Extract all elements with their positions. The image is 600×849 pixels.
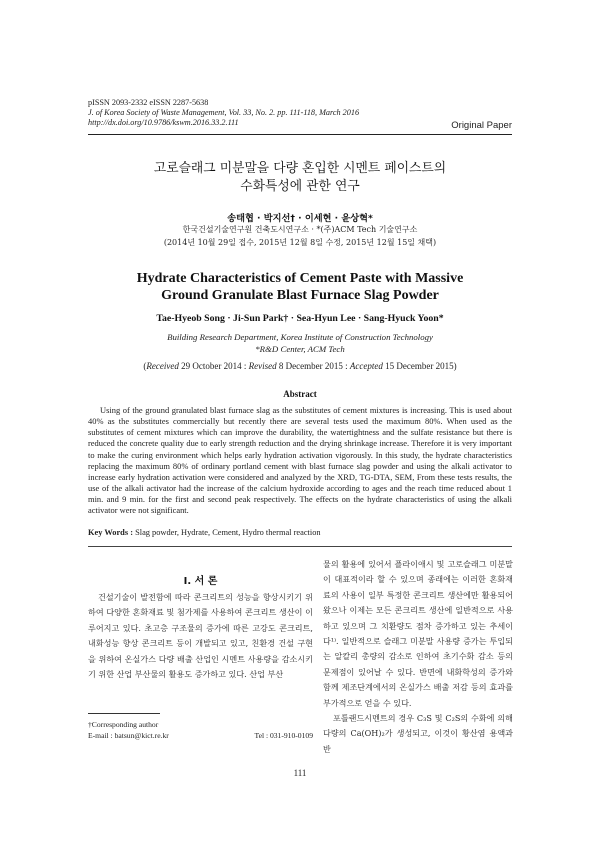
english-authors: Tae-Hyeob Song · Ji-Sun Park† · Sea-Hyun Lee · Sang-Hyuck Yoon* — [156, 313, 444, 324]
accepted-date: 15 December 2015) — [382, 361, 457, 371]
right-paragraph-2: 포틀랜드시멘트의 경우 C₃S 및 C₂S의 수화에 의해 다량의 Ca(OH)₂가 생성되고, 이것이 황산염 용액과 반 — [323, 713, 513, 754]
right-paragraph-1: 물의 활용에 있어서 플라이애시 및 고로슬래그 미분말이 대표적이라 할 수 있으며 종래에는 이러한 혼화재료의 사용이 일부 특정한 콘크리트 생산에만 활용되어 왔으나 이제는 모든 콘크리트 생산에 일반적으로 사용하고 있으며 그 치환량도 점차 증가하고 있는 추세이다¹⁾. 일반적으로 슬래그 미분말 사용량 증가는 투입되는 알칼리 총량의 감소로 인하여 초기수화 감소 등의 문제점이 있어날 수 있다. 반면에 내화학성의 증가와 함께 제조단계에서의 온실가스 배출 저감 등의 효과를 부가적으로 얻을 수 있다. — [323, 559, 513, 708]
keywords-text: Slag powder, Hydrate, Cement, Hydro thermal reaction — [135, 528, 321, 537]
received-date: 29 October 2014 : — [178, 361, 249, 371]
abstract-text: Using of the ground granulated blast furnace slag as the substitutes of cement mixtures is increasing. This is used about 40% as the substitutes commercially but recently there are several tests used the maximum 80%. When used as the substitutes of cement mixtures which can improve the durability, the watertightness and the sulfate resistance but there is reduced the concrete quality due to early strength reduction and the drying shrinkage increase. Therefore it is very important to make the curing environment which helps early hydration activation vigorously. In this study, the hydrate characteristics replacing the maximum 80% of ordinary portland cement with blast furnace slag powder and using the alkali activator to increase early hydration activation were considered and analyzed by the XRD, TG-DTA, SEM, From these tests results, the use of the alkali activator had the increase of the calcium hydroxide according to ages and the reach time reduced about 1 min. and 9 min. for the first and second peak respectively. The effects on the hydrate characteristics of using the alkali activator were not significant. — [88, 405, 512, 516]
abstract-divider — [88, 546, 512, 547]
received-label: Received — [146, 361, 179, 371]
korean-affiliation: 한국건설기술연구원 건축도시연구소 · *(주)ACM Tech 기술연구소 — [182, 225, 418, 234]
affiliation-line1: Building Research Department, Korea Institute of Construction Technology — [167, 332, 433, 342]
footnote-divider — [88, 713, 160, 714]
section-heading: I. 서 론 — [183, 576, 218, 587]
journal-citation: J. of Korea Society of Waste Management, Vol. 33, No. 2. pp. 111-118, March 2016 — [88, 108, 360, 118]
dates-open: ( — [143, 361, 147, 371]
english-dates — [60, 361, 540, 371]
corresponding-author-label: †Corresponding author — [88, 720, 159, 729]
revised-label: Revised — [248, 361, 277, 371]
keywords — [88, 528, 321, 537]
journal-meta — [88, 98, 359, 129]
doi-link[interactable]: http://dx.doi.org/10.9786/kswm.2016.33.2.111 — [88, 118, 239, 128]
header-divider — [88, 134, 512, 135]
issn-line: pISSN 2093-2332 eISSN 2287-5638 — [88, 98, 209, 107]
english-title-line1: Hydrate Characteristics of Cement Paste with Massive — [136, 271, 464, 286]
english-title-line2: Ground Granulate Blast Furnace Slag Powder — [161, 288, 439, 303]
body-left-column: 건설기술이 발전함에 따라 콘크리트의 성능을 향상시키기 위하여 다양한 혼화재료 및 첨가제를 사용하여 콘크리트 생산이 이루어지고 있다. 초고층 구조물의 증가에 따른 고강도 콘크리트, 내화성능 향상 콘크리트 등이 개발되고 있고, 친환경 건설 구현을 위하여 온실가스 다량 배출 산업인 시멘트 사용량을 감소시키기 위한 산업 부산물의 활용도 증가하고 있다. 산업 부산 — [88, 592, 313, 680]
korean-dates: (2014년 10월 29일 접수, 2015년 12월 8일 수정, 2015년 12월 15일 채택) — [163, 238, 437, 247]
english-affiliation — [60, 331, 540, 355]
korean-title-line1: 고로슬래그 미분말을 다량 혼입한 시멘트 페이스트의 — [153, 161, 447, 176]
korean-title — [60, 160, 540, 196]
korean-title-line2: 수화특성에 관한 연구 — [240, 179, 360, 194]
affiliation-line2: *R&D Center, ACM Tech — [255, 344, 345, 354]
english-title — [60, 270, 540, 304]
corresponding-tel: Tel : 031-910-0109 — [254, 731, 313, 740]
accepted-label: Accepted — [349, 361, 383, 371]
body-right-column — [323, 557, 513, 757]
article-type-label: Original Paper — [451, 120, 512, 131]
keywords-label: Key Words : — [88, 528, 136, 537]
footnote — [88, 719, 313, 741]
korean-authors: 송태협 · 박지선† · 이세현 · 윤상혁* — [227, 213, 373, 224]
page-number: 111 — [293, 768, 307, 778]
corresponding-email: E-mail : batsun@kict.re.kr — [88, 731, 169, 740]
revised-date: 8 December 2015 : — [276, 361, 350, 371]
abstract-heading: Abstract — [283, 389, 317, 399]
